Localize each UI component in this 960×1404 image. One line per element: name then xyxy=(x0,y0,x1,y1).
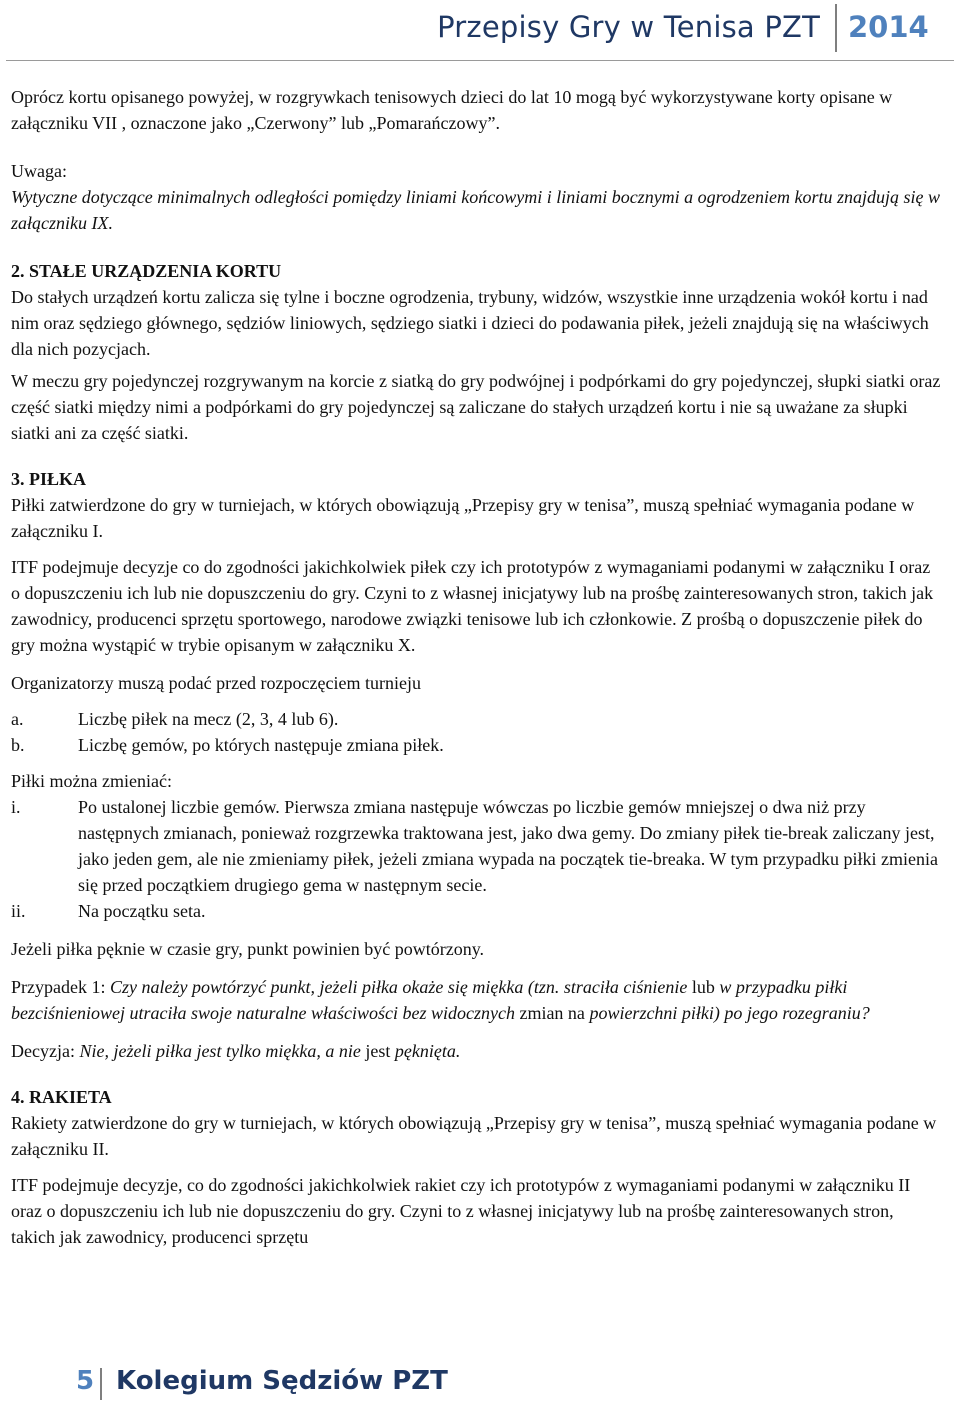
header-title: Przepisy Gry w Tenisa PZT xyxy=(437,10,820,44)
section-4-paragraph-1: Rakiety zatwierdzone do gry w turniejach, w których obowiązują „Przepisy gry w tenisa”, muszą spełniać wymagania podane w załączniku II. xyxy=(11,1113,937,1159)
section-4-paragraph-2: ITF podejmuje decyzje, co do zgodności jakichkolwiek rakiet czy ich prototypów z wymaganiami podanymi w załączniku II oraz o dopuszczeniu ich lub nie dopuszczeniu do gry. Czyni to z własnej inicjatywy lub na prośbę zainteresowanych stron, takich jak zawodnicy, producenci sprzętu xyxy=(11,1175,911,1247)
list-item-text: Na początku seta. xyxy=(78,901,206,921)
list-item xyxy=(11,732,941,758)
list-marker: ii. xyxy=(11,901,26,921)
header-separator xyxy=(835,4,837,52)
footer-separator xyxy=(100,1368,102,1400)
page-header xyxy=(0,0,960,60)
list-marker: a. xyxy=(11,709,24,729)
case-question: Czy należy powtórzyć punkt, jeżeli piłka okaże się miękka (tzn. straciła ciśnienie xyxy=(109,977,688,997)
list-item xyxy=(11,706,941,732)
section-3-paragraph-1: Piłki zatwierdzone do gry w turniejach, w których obowiązują „Przepisy gry w tenisa”, muszą spełniać wymagania podane w załączniku I. xyxy=(11,495,915,541)
section-2-heading: 2. STAŁE URZĄDZENIA KORTU xyxy=(11,261,282,281)
footer-text: Kolegium Sędziów PZT xyxy=(116,1366,448,1396)
document-body xyxy=(11,84,941,1250)
list-item-text: Liczbę gemów, po których następuje zmiana piłek. xyxy=(78,735,444,755)
case-1 xyxy=(11,974,941,1026)
decision-text: jest xyxy=(365,1041,391,1061)
case-question: w przypadku piłki bezciśnieniowej utraciła swoje naturalne właściwości bez widocznych xyxy=(11,977,848,1023)
intro-paragraph: Oprócz kortu opisanego powyżej, w rozgrywkach tenisowych dzieci do lat 10 mogą być wykorzystywane korty opisane w załączniku VII , oznaczone jako „Czerwony” lub „Pomarańczowy”. xyxy=(11,87,893,133)
decision-text: pęknięta. xyxy=(394,1041,461,1061)
section-3-paragraph-2: ITF podejmuje decyzje co do zgodności jakichkolwiek piłek czy ich prototypów z wymaganiami podanymi w załączniku I oraz o dopuszczeniu ich lub nie dopuszczeniu do gry. Czyni to z własnej inicjatywy lub na prośbę zainteresowanych stron, takich jak zawodnicy, producenci sprzętu sportowego, narodowe związki tenisowe lub ich członkowie. Z prośbą o dopuszczenie piłek do gry można wystąpić w trybie opisanym w załączniku X. xyxy=(11,557,934,655)
case-question: powierzchni piłki) po jego rozegraniu? xyxy=(589,1003,870,1023)
note-text: Wytyczne dotyczące minimalnych odległości pomiędzy liniami końcowymi i liniami bocznymi a ogrodzeniem kortu znajdują się w załączniku IX. xyxy=(11,187,941,233)
list-item-text: Liczbę piłek na mecz (2, 3, 4 lub 6). xyxy=(78,709,339,729)
case-question: lub xyxy=(691,977,715,997)
section-3-paragraph-4: Jeżeli piłka pęknie w czasie gry, punkt powinien być powtórzony. xyxy=(11,939,485,959)
list-marker: b. xyxy=(11,735,25,755)
case-label: Przypadek 1: xyxy=(11,977,106,997)
list-marker: i. xyxy=(11,797,21,817)
section-3-paragraph-3: Organizatorzy muszą podać przed rozpoczęciem turnieju xyxy=(11,673,421,693)
page-number: 5 xyxy=(76,1366,95,1396)
header-year: 2014 xyxy=(848,10,929,44)
section-2-paragraph-1: Do stałych urządzeń kortu zalicza się tylne i boczne ogrodzenia, trybuny, widzów, wszystkie inne urządzenia wokół kortu i nad nim oraz sędziego głównego, sędziów liniowych, sędziego siatki i dzieci do podawania piłek, jeżeli znajdują się na właściwych dla nich pozycjach. xyxy=(11,287,929,359)
section-3-heading: 3. PIŁKA xyxy=(11,469,87,489)
case-question: zmian na xyxy=(519,1003,585,1023)
decision xyxy=(11,1038,941,1064)
decision-text: Nie, jeżeli piłka jest tylko miękka, a nie xyxy=(79,1041,361,1061)
header-rule xyxy=(6,60,954,61)
section-2-paragraph-2: W meczu gry pojedynczej rozgrywanym na korcie z siatką do gry podwójnej i podpórkami do gry pojedynczej, słupki siatki oraz część siatki między nimi a podpórkami do gry pojedynczej są zaliczane do stałych urządzeń kortu i nie są uważane za słupki siatki ani za część siatki. xyxy=(11,371,941,443)
ball-requirements-list xyxy=(11,706,941,758)
decision-label: Decyzja: xyxy=(11,1041,75,1061)
list-item xyxy=(11,794,941,898)
note-label: Uwaga: xyxy=(11,161,67,181)
ball-change-label: Piłki można zmieniać: xyxy=(11,771,172,791)
ball-change-list xyxy=(11,794,941,924)
list-item-text: Po ustalonej liczbie gemów. Pierwsza zmiana następuje wówczas po liczbie gemów mniejszej o dwa niż przy następnych zmianach, ponieważ rozgrzewka traktowana jest, jako dwa gemy. Do zmiany piłek tie-break zaliczany jest, jako jeden gem, ale nie zmieniamy piłek, jeżeli zmiana wypada na początek tie-breaka. W tym przypadku piłki zmienia się przed początkiem drugiego gema w następnym secie. xyxy=(78,797,938,895)
section-4-heading: 4. RAKIETA xyxy=(11,1087,112,1107)
list-item xyxy=(11,898,941,924)
